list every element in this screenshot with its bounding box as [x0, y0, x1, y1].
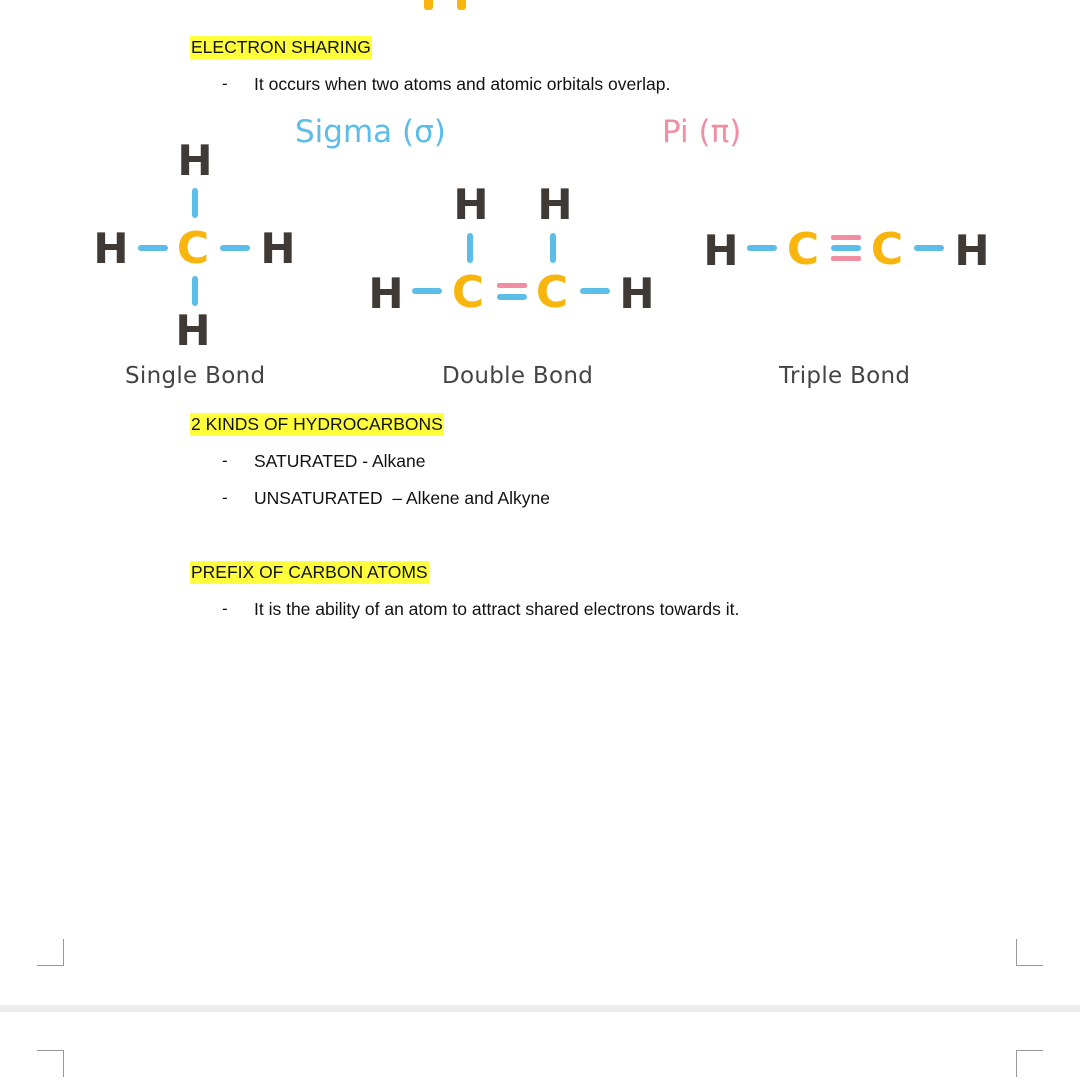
carbon-atom: C [176, 223, 210, 274]
bullet-text: It is the ability of an atom to attract shared electrons towards it. [254, 599, 740, 619]
bullet-marker: - [222, 488, 228, 507]
hydrogen-atom: H [260, 224, 296, 273]
carbon-atom: C [451, 267, 485, 318]
sigma-bond [550, 233, 556, 263]
hydrogen-atom: H [453, 180, 489, 229]
heading-electron-sharing: ELECTRON SHARING [191, 37, 371, 57]
bullet-text: It occurs when two atoms and atomic orbitals overlap. [254, 74, 671, 94]
sigma-bond [192, 188, 198, 218]
hydrogen-atom: H [537, 180, 573, 229]
heading-prefix: PREFIX OF CARBON ATOMS [191, 562, 428, 582]
sigma-bond [412, 288, 442, 294]
margin-mark [1016, 939, 1043, 966]
carbon-atom: C [786, 224, 820, 275]
label-triple-bond: Triple Bond [779, 363, 911, 389]
clipped-hydrogen-icon [420, 0, 470, 10]
sigma-bond [467, 233, 473, 263]
label-double-bond: Double Bond [442, 363, 594, 389]
bullet-marker: - [222, 451, 228, 470]
legend-pi: Pi (π) [662, 114, 742, 150]
bullet-text: SATURATED - Alkane [254, 451, 426, 471]
label-single-bond: Single Bond [125, 363, 266, 389]
carbon-atom: C [870, 224, 904, 275]
sigma-bond [192, 276, 198, 306]
hydrogen-atom: H [368, 269, 404, 318]
carbon-atom: C [535, 267, 569, 318]
bullet-marker: - [222, 599, 228, 618]
next-page [0, 1012, 1080, 1080]
sigma-bond [220, 245, 250, 251]
hydrogen-atom: H [175, 306, 211, 355]
pi-bond [497, 283, 527, 288]
sigma-bond [831, 245, 861, 251]
sigma-bond [747, 245, 777, 251]
pi-bond [831, 256, 861, 261]
heading-hydrocarbons: 2 KINDS OF HYDROCARBONS [191, 414, 443, 434]
bullet-marker: - [222, 74, 228, 93]
hydrogen-atom: H [177, 136, 213, 185]
sigma-bond [138, 245, 168, 251]
sigma-bond [580, 288, 610, 294]
margin-mark [37, 939, 64, 966]
margin-mark [37, 1050, 64, 1077]
sigma-bond [914, 245, 944, 251]
sigma-bond [497, 294, 527, 300]
page-separator [0, 1005, 1080, 1012]
bullet-text: UNSATURATED – Alkene and Alkyne [254, 488, 551, 508]
margin-mark [1016, 1050, 1043, 1077]
hydrogen-atom: H [703, 226, 739, 275]
hydrogen-atom: H [93, 224, 129, 273]
hydrogen-atom: H [619, 269, 655, 318]
hydrogen-atom: H [954, 226, 990, 275]
pi-bond [831, 235, 861, 240]
legend-sigma: Sigma (σ) [295, 114, 446, 150]
